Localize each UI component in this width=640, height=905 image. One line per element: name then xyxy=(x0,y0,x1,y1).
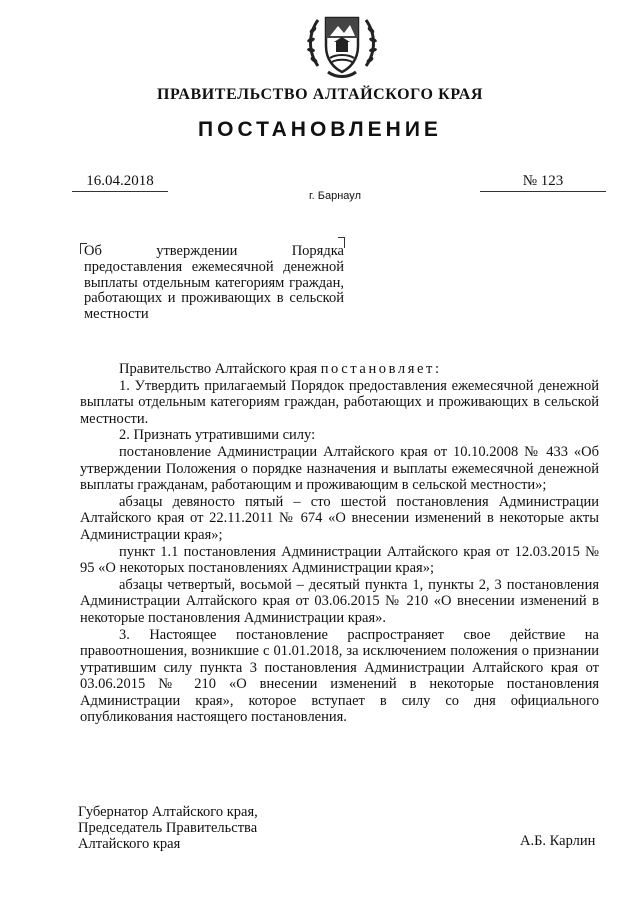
organization-title: ПРАВИТЕЛЬСТВО АЛТАЙСКОГО КРАЯ xyxy=(156,86,484,103)
document-body xyxy=(80,361,599,726)
signer-position-line: Председатель Правительства xyxy=(78,819,258,836)
body-paragraph: 2. Признать утратившими силу: xyxy=(119,427,316,444)
body-paragraph: 3. Настоящее постановление распространяет свое действие на правоотношения, возникшие с 01.01.2018, за исключением положения о признании утратившим силу пункта 3 постановления Администрации Алтайского края от 03.06.2015 № 210 «О внесении изменений в некоторые постановления Администрации края», которое вступает в силу со дня официального опубликования настоящего постановления. xyxy=(80,626,599,726)
preamble xyxy=(80,361,599,378)
body-paragraph: 1. Утвердить прилагаемый Порядок предоставления ежемесячной денежной выплаты отдельным категориям граждан, работающих и проживающих в сельской местности. xyxy=(80,377,599,427)
document-city: г. Барнаул xyxy=(309,190,361,202)
document-subject: Об утверждении Порядка предоставления ежемесячной денежной выплаты отдельным категориям граждан, работающих и проживающих в сельской местности xyxy=(84,243,344,323)
signer-position-line: Губернатор Алтайского края, xyxy=(78,804,258,820)
preamble-lead: Правительство Алтайского края xyxy=(119,361,318,377)
document-date: 16.04.2018 xyxy=(72,173,168,192)
document-number: № 123 xyxy=(480,173,606,192)
body-paragraph: абзацы девяносто пятый – сто шестой постановления Администрации Алтайского края от 22.11.2011 № 674 «О внесении изменений в некоторые акты Администрации края»; xyxy=(80,493,599,543)
body-paragraph: пункт 1.1 постановления Администрации Алтайского края от 12.03.2015 № 95 «О некоторых постановлениях Администрации края»; xyxy=(80,543,599,577)
coat-of-arms-emblem-icon xyxy=(304,6,380,82)
body-paragraph: постановление Администрации Алтайского края от 10.10.2008 № 433 «Об утверждении Положения о порядке назначения и выплаты ежемесячной денежной выплаты гражданам, работающим и проживающим в сельской местности»; xyxy=(80,443,599,494)
preamble-verb: постановляет: xyxy=(320,361,442,377)
signer-position-line: Алтайского края xyxy=(78,835,181,852)
body-paragraph: абзацы четвертый, восьмой – десятый пункта 1, пункты 2, 3 постановления Администрации Алтайского края от 03.06.2015 № 210 «О внесении изменений в некоторые постановления Администрации края». xyxy=(80,576,599,626)
document-type-heading: ПОСТАНОВЛЕНИЕ xyxy=(198,118,442,141)
signer-name: А.Б. Карлин xyxy=(520,833,596,849)
signer-position xyxy=(78,805,318,852)
